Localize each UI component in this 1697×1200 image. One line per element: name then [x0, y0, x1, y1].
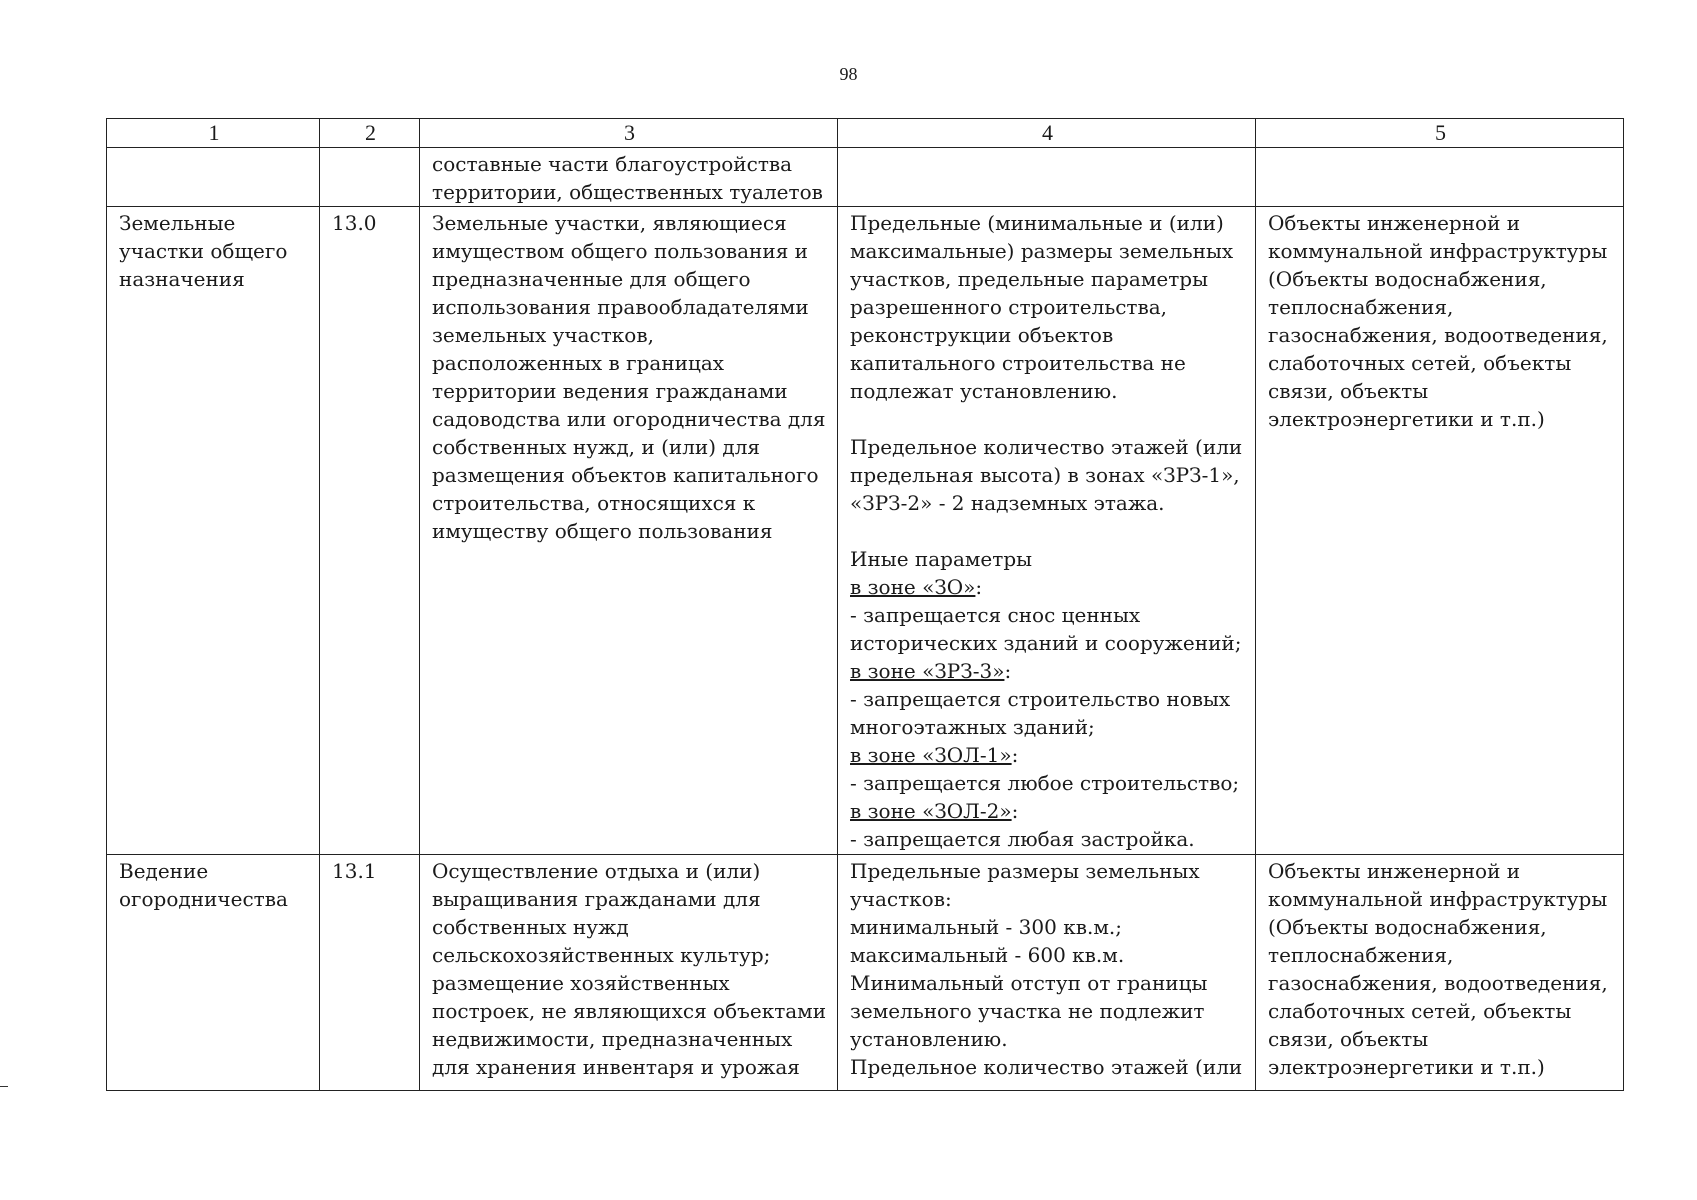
- zone-colon: :: [1004, 659, 1012, 683]
- params-size-text: Предельные (минимальные и (или) максимальные) размеры земельных участков, предельные параметры разрешенного строительства, реконструкции объектов капитального строительства не подлежат установлению.: [850, 211, 1234, 403]
- zone-heading: [850, 657, 1245, 685]
- table-cell-objects: Объекты инженерной и коммунальной инфраструктуры (Объекты водоснабжения, теплоснабжения, газоснабжения, водоотведения, слаботочных сетей, объекты связи, объекты электроэнергетики и т.п.): [1256, 207, 1624, 855]
- zone-heading: [850, 573, 1245, 601]
- params-line: Предельные размеры земельных участков:: [850, 859, 1200, 911]
- zone-zo-rule: - запрещается снос ценных исторических зданий и сооружений;: [850, 603, 1242, 655]
- zone-colon: :: [1011, 799, 1019, 823]
- zone-zol1-label: в зоне «ЗОЛ-1»: [850, 743, 1012, 767]
- zone-heading: [850, 741, 1245, 769]
- zone-zrz3-label: в зоне «ЗРЗ-3»: [850, 659, 1005, 683]
- zone-zo-label: в зоне «ЗО»: [850, 575, 976, 599]
- table-cell-code: 13.1: [320, 855, 420, 1091]
- table-cell-objects: Объекты инженерной и коммунальной инфраструктуры (Объекты водоснабжения, теплоснабжения, газоснабжения, водоотведения, слаботочных сетей, объекты связи, объекты электроэнергетики и т.п.): [1256, 855, 1624, 1091]
- zone-heading: [850, 797, 1245, 825]
- zone-colon: :: [975, 575, 983, 599]
- table-cell-name: Земельные участки общего назначения: [107, 207, 320, 855]
- table-cell-params: [838, 207, 1256, 855]
- table-cell: [107, 148, 320, 207]
- table-cell-code: 13.0: [320, 207, 420, 855]
- land-use-table: [106, 118, 1624, 1091]
- column-header: 1: [107, 119, 320, 148]
- table-row: [107, 148, 1624, 207]
- other-params-title: Иные параметры: [850, 547, 1033, 571]
- column-header: 3: [420, 119, 838, 148]
- zone-zol2-label: в зоне «ЗОЛ-2»: [850, 799, 1012, 823]
- table-cell: [320, 148, 420, 207]
- table-cell-description: составные части благоустройства территории, общественных туалетов: [420, 148, 838, 207]
- page-number: 98: [839, 64, 858, 84]
- params-floors-text: Предельное количество этажей (или предельная высота) в зонах «ЗРЗ-1», «ЗРЗ-2» - 2 надземных этажа.: [850, 435, 1243, 515]
- column-header: 2: [320, 119, 420, 148]
- table-cell-description: Осуществление отдыха и (или) выращивания гражданами для собственных нужд сельскохозяйственных культур; размещение хозяйственных построек, не являющихся объектами недвижимости, предназначенных для хранения инвентаря и урожая: [420, 855, 838, 1091]
- table-cell-description: Земельные участки, являющиеся имуществом общего пользования и предназначенные для общего использования правообладателями земельных участков, расположенных в границах территории ведения гражданами садоводства или огородничества для собственных нужд, и (или) для размещения объектов капитального строительства, относящихся к имуществу общего пользования: [420, 207, 838, 855]
- zone-zol2-rule: - запрещается любая застройка.: [850, 827, 1195, 851]
- scan-mark: [0, 1086, 8, 1087]
- params-line: минимальный - 300 кв.м.;: [850, 915, 1122, 939]
- zone-zol1-rule: - запрещается любое строительство;: [850, 771, 1240, 795]
- zone-colon: :: [1011, 743, 1019, 767]
- column-header: 4: [838, 119, 1256, 148]
- params-line: Предельное количество этажей (или: [850, 1055, 1243, 1079]
- paragraph-gap: [850, 405, 1245, 433]
- params-line: Минимальный отступ от границы земельного участка не подлежит установлению.: [850, 971, 1208, 1051]
- paragraph-gap: [850, 517, 1245, 545]
- table-header-row: [107, 119, 1624, 148]
- table-cell: [838, 148, 1256, 207]
- zone-zrz3-rule: - запрещается строительство новых многоэтажных зданий;: [850, 687, 1231, 739]
- column-header: 5: [1256, 119, 1624, 148]
- params-line: максимальный - 600 кв.м.: [850, 943, 1125, 967]
- table-cell-params: [838, 855, 1256, 1091]
- table-cell-name: Ведение огородничества: [107, 855, 320, 1091]
- table-cell: [1256, 148, 1624, 207]
- table-row: [107, 207, 1624, 855]
- table-row: [107, 855, 1624, 1091]
